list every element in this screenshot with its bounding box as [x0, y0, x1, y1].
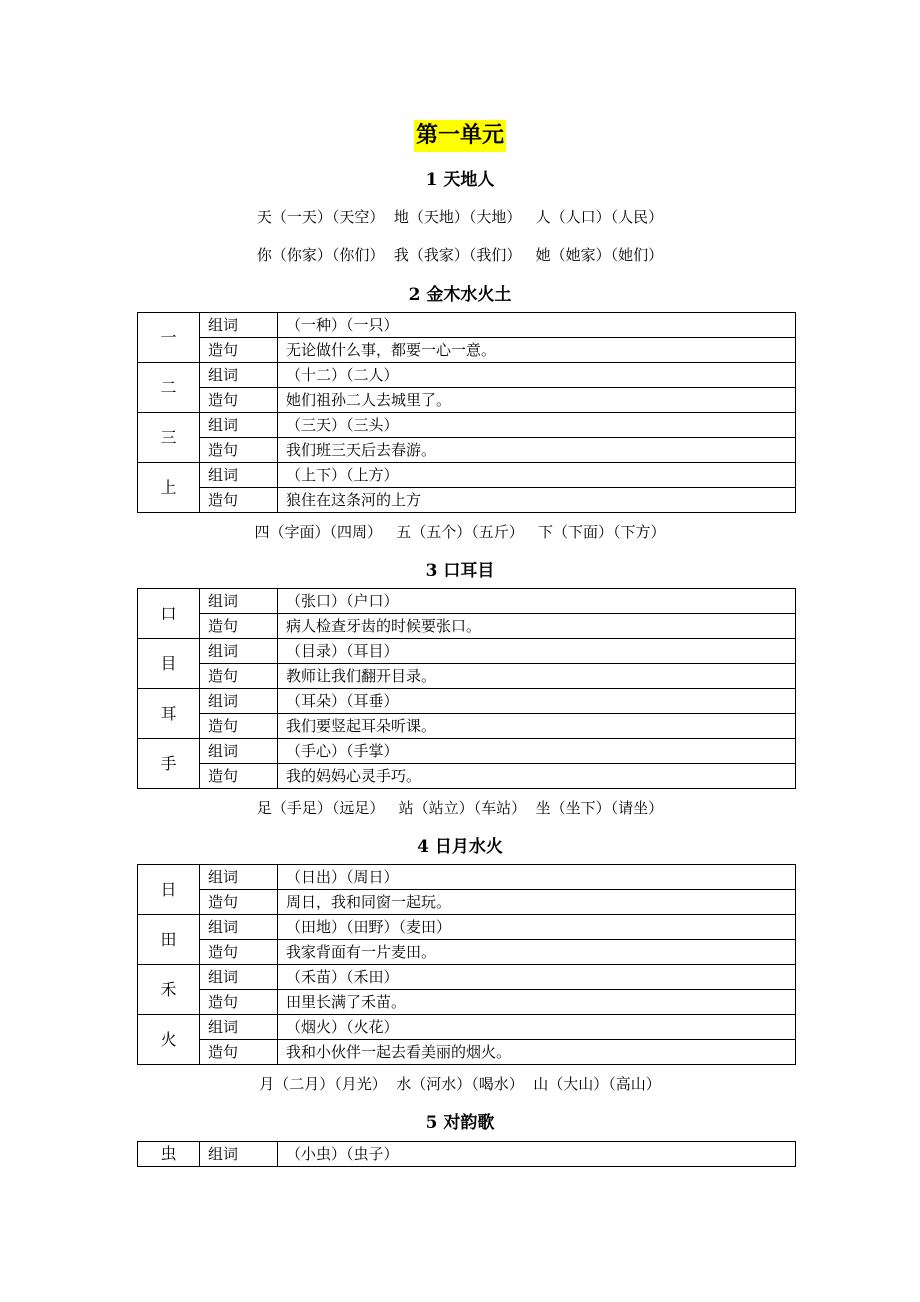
char-cell: 火 [138, 1015, 200, 1065]
zuci-label: 组词 [200, 363, 278, 388]
lesson-1-line-2: 你（你家）（你们） 我（我家）（我们） 她（她家）（她们） [256, 246, 664, 264]
zaoju-content: 她们祖孙二人去城里了。 [278, 388, 796, 413]
zuci-content: （手心）（手掌） [278, 739, 796, 764]
char-cell: 田 [138, 915, 200, 965]
table-row [138, 890, 796, 915]
char-cell: 目 [138, 639, 200, 689]
table-row [138, 438, 796, 463]
zaoju-content: 我和小伙伴一起去看美丽的烟火。 [278, 1040, 796, 1065]
zuci-content: （田地）（田野）（麦田） [278, 915, 796, 940]
zaoju-label: 造句 [200, 614, 278, 639]
zuci-label: 组词 [200, 739, 278, 764]
table-row [138, 990, 796, 1015]
zuci-label: 组词 [200, 589, 278, 614]
zuci-content: （小虫）（虫子） [278, 1142, 796, 1167]
zaoju-content: 田里长满了禾苗。 [278, 990, 796, 1015]
char-cell: 禾 [138, 965, 200, 1015]
zuci-label: 组词 [200, 313, 278, 338]
zaoju-content: 无论做什么事，都要一心一意。 [278, 338, 796, 363]
table-row [138, 463, 796, 488]
zaoju-label: 造句 [200, 1040, 278, 1065]
lesson-4-title: 4 日月水火 [417, 837, 503, 857]
unit-title: 第一单元 [414, 120, 506, 152]
zuci-label: 组词 [200, 865, 278, 890]
zuci-content: （烟火）（火花） [278, 1015, 796, 1040]
table-row [138, 388, 796, 413]
table-row [138, 764, 796, 789]
zuci-label: 组词 [200, 639, 278, 664]
table-row [138, 865, 796, 890]
char-cell: 手 [138, 739, 200, 789]
zuci-content: （张口）（户口） [278, 589, 796, 614]
zuci-label: 组词 [200, 463, 278, 488]
zaoju-content: 我们要竖起耳朵听课。 [278, 714, 796, 739]
zuci-content: （耳朵）（耳垂） [278, 689, 796, 714]
zaoju-content: 教师让我们翻开目录。 [278, 664, 796, 689]
lesson-3-title: 3 口耳目 [425, 561, 495, 581]
char-cell: 口 [138, 589, 200, 639]
table-row [138, 1015, 796, 1040]
zuci-content: （十二）（二人） [278, 363, 796, 388]
lesson-3-table [137, 588, 796, 789]
zuci-label: 组词 [200, 1142, 278, 1167]
table-row [138, 413, 796, 438]
lesson-5-title: 5 对韵歌 [425, 1113, 495, 1133]
char-cell: 虫 [138, 1142, 200, 1167]
table-row [138, 1142, 796, 1167]
table-row [138, 689, 796, 714]
zaoju-label: 造句 [200, 714, 278, 739]
zuci-content: （三天）（三头） [278, 413, 796, 438]
zaoju-content: 病人检查牙齿的时候要张口。 [278, 614, 796, 639]
table-row [138, 915, 796, 940]
lesson-3-extra: 足（手足）（远足） 站（站立）（车站） 坐（坐下）（请坐） [256, 799, 664, 817]
lesson-1-title: 1 天地人 [425, 170, 495, 190]
lesson-2-extra: 四（字面）（四周） 五（五个）（五斤） 下（下面）（下方） [254, 523, 666, 541]
zaoju-content: 我们班三天后去春游。 [278, 438, 796, 463]
zuci-content: （禾苗）（禾田） [278, 965, 796, 990]
zuci-label: 组词 [200, 915, 278, 940]
zaoju-label: 造句 [200, 890, 278, 915]
char-cell: 上 [138, 463, 200, 513]
zaoju-label: 造句 [200, 764, 278, 789]
zaoju-label: 造句 [200, 940, 278, 965]
table-row [138, 488, 796, 513]
zuci-content: （一种）（一只） [278, 313, 796, 338]
lesson-4-table [137, 864, 796, 1065]
table-row [138, 664, 796, 689]
unit-title-wrap [0, 120, 920, 152]
table-row [138, 639, 796, 664]
char-cell: 耳 [138, 689, 200, 739]
zaoju-label: 造句 [200, 338, 278, 363]
char-cell: 三 [138, 413, 200, 463]
zaoju-label: 造句 [200, 488, 278, 513]
zuci-content: （目录）（耳目） [278, 639, 796, 664]
table-row [138, 714, 796, 739]
table-row [138, 363, 796, 388]
zuci-label: 组词 [200, 689, 278, 714]
lesson-5-table [137, 1141, 796, 1167]
zaoju-content: 周日，我和同窗一起玩。 [278, 890, 796, 915]
char-cell: 一 [138, 313, 200, 363]
zaoju-label: 造句 [200, 438, 278, 463]
zaoju-content: 狼住在这条河的上方 [278, 488, 796, 513]
zuci-label: 组词 [200, 413, 278, 438]
table-row [138, 1040, 796, 1065]
lesson-2-table [137, 312, 796, 513]
table-row [138, 940, 796, 965]
table-row [138, 589, 796, 614]
zaoju-content: 我家背面有一片麦田。 [278, 940, 796, 965]
zuci-label: 组词 [200, 1015, 278, 1040]
zaoju-content: 我的妈妈心灵手巧。 [278, 764, 796, 789]
table-row [138, 739, 796, 764]
char-cell: 二 [138, 363, 200, 413]
lesson-2-title: 2 金木水火土 [408, 285, 512, 305]
table-row [138, 614, 796, 639]
lesson-1-line-1: 天（一天）（天空） 地（天地）（大地） 人（人口）（人民） [256, 208, 664, 226]
zaoju-label: 造句 [200, 664, 278, 689]
zuci-content: （上下）（上方） [278, 463, 796, 488]
table-row [138, 338, 796, 363]
zaoju-label: 造句 [200, 990, 278, 1015]
zaoju-label: 造句 [200, 388, 278, 413]
zuci-content: （日出）（周日） [278, 865, 796, 890]
table-row [138, 965, 796, 990]
lesson-4-extra: 月（二月）（月光） 水（河水）（喝水） 山（大山）（高山） [259, 1075, 661, 1093]
char-cell: 日 [138, 865, 200, 915]
table-row [138, 313, 796, 338]
zuci-label: 组词 [200, 965, 278, 990]
